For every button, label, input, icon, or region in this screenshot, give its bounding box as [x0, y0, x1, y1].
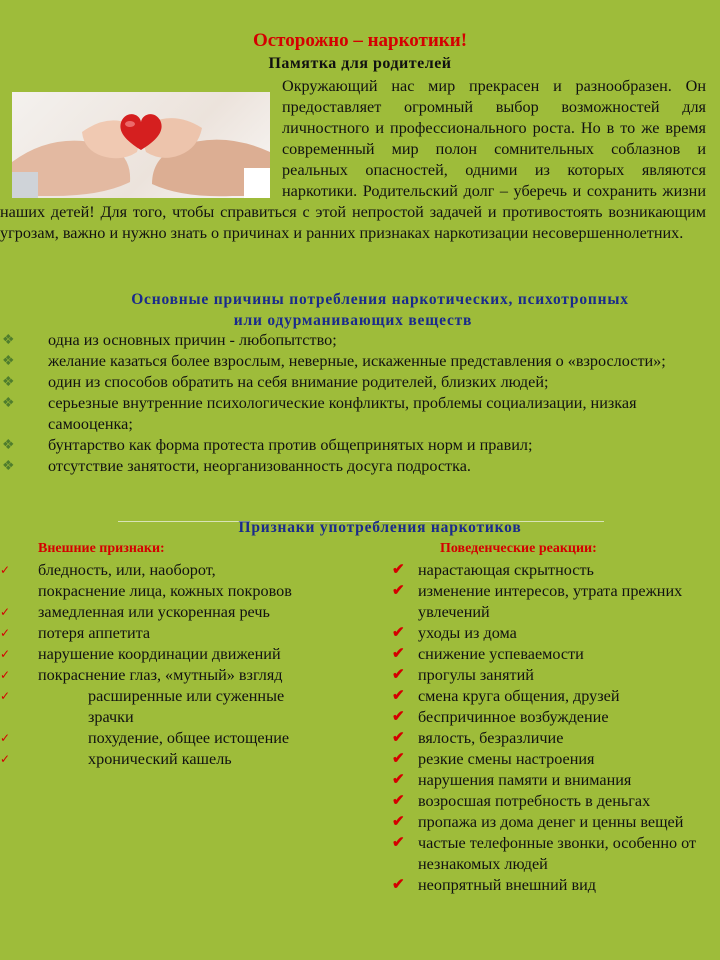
checkmark-icon: ✔ [392, 793, 405, 809]
list-item: ✔ снижение успеваемости [392, 645, 584, 663]
list-item: ✔ смена круга общения, друзей [392, 687, 620, 705]
checkmark-icon: ✔ [392, 835, 405, 851]
external-signs-heading: Внешние признаки: [38, 541, 165, 556]
checkmark-icon: ✓ [0, 563, 11, 577]
list-item: покраснение лица, кожных покровов [38, 582, 292, 600]
signs-heading: Признаки употребления наркотиков [238, 519, 522, 536]
checkmark-icon: ✓ [0, 689, 11, 703]
list-item: ✔ уходы из дома [392, 624, 517, 642]
checkmark-icon: ✔ [392, 583, 405, 599]
checkmark-icon: ✔ [392, 562, 405, 578]
list-item: ❖ бунтарство как форма протеста против общепринятых норм и правил; [2, 436, 533, 454]
checkmark-icon: ✔ [392, 709, 405, 725]
checkmark-icon: ✓ [0, 752, 11, 766]
diamond-bullet-icon: ❖ [2, 375, 15, 390]
checkmark-icon: ✓ [0, 731, 11, 745]
list-item: ✓ похудение, общее истощение [0, 729, 290, 747]
page-subtitle: Памятка для родителей [268, 55, 452, 72]
list-item: ✔ изменение интересов, утрата прежних увлечений [392, 582, 683, 621]
page-title: Осторожно – наркотики! [252, 30, 468, 51]
list-item: ❖ серьезные внутренние психологические конфликты, проблемы социализации, низкая самооценка; [2, 394, 637, 433]
list-item: ❖ одна из основных причин - любопытство; [2, 331, 337, 349]
checkmark-icon: ✓ [0, 605, 11, 619]
checkmark-icon: ✔ [392, 688, 405, 704]
checkmark-icon: ✔ [392, 667, 405, 683]
list-item: зрачки [88, 708, 134, 726]
list-item: ✔ нарушения памяти и внимания [392, 771, 632, 789]
list-item: ✓ потеря аппетита [0, 624, 151, 642]
reasons-heading-line2: или одурманивающих веществ [233, 312, 473, 329]
checkmark-icon: ✓ [0, 668, 11, 682]
diamond-bullet-icon: ❖ [2, 333, 15, 348]
list-item: ✓ расширенные или суженные [0, 687, 285, 705]
list-item: ❖ отсутствие занятости, неорганизованность досуга подростка. [2, 457, 471, 475]
external-signs-list [0, 560, 380, 770]
behavioral-signs-list [390, 560, 716, 896]
checkmark-icon: ✔ [392, 625, 405, 641]
diamond-bullet-icon: ❖ [2, 396, 15, 411]
list-item: ✔ возросшая потребность в деньгах [392, 792, 651, 810]
list-item: ❖ один из способов обратить на себя внимание родителей, близких людей; [2, 373, 549, 391]
list-item: ✓ замедленная или ускоренная речь [0, 603, 270, 621]
checkmark-icon: ✔ [392, 646, 405, 662]
list-item: ✔ беспричинное возбуждение [392, 708, 609, 726]
list-item: ✔ неопрятный внешний вид [392, 876, 596, 894]
checkmark-icon: ✔ [392, 814, 405, 830]
list-item: ✔ прогулы занятий [392, 666, 534, 684]
list-item: ✓ бледность, или, наоборот, [0, 561, 216, 579]
checkmark-icon: ✔ [392, 772, 405, 788]
diamond-bullet-icon: ❖ [2, 459, 15, 474]
intro-paragraph [0, 76, 706, 244]
list-item: ✓ хронический кашель [0, 750, 232, 768]
list-item: ✔ частые телефонные звонки, особенно от незнакомых людей [392, 834, 697, 873]
list-item: ✔ вялость, безразличие [392, 729, 564, 747]
checkmark-icon: ✓ [0, 626, 11, 640]
reasons-heading: Основные причины потребления наркотических, психотропных [131, 291, 629, 308]
list-item: ✓ нарушение координации движений [0, 645, 281, 663]
checkmark-icon: ✔ [392, 877, 405, 893]
list-item: ✔ резкие смены настроения [392, 750, 595, 768]
checkmark-icon: ✓ [0, 647, 11, 661]
checkmark-icon: ✔ [392, 751, 405, 767]
list-item: ✔ нарастающая скрытность [392, 561, 594, 579]
list-item: ✓ покраснение глаз, «мутный» взгляд [0, 666, 283, 684]
diamond-bullet-icon: ❖ [2, 438, 15, 453]
diamond-bullet-icon: ❖ [2, 354, 15, 369]
list-item: ✔ пропажа из дома денег и ценны вещей [392, 813, 684, 831]
reasons-list [0, 330, 700, 477]
intro-text: Окружающий нас мир прекрасен и разнообразен. Он предоставляет огромный выбор возможностей для личностного и профессионального роста. Но в то же время современный мир полон сомнительных соблазнов и реальных опасностей, одними из которых являются наркотики. Родительский долг – уберечь и сохранить жизни наших детей! Для того, чтобы справиться с этой непростой задачей и противостоять возникающим угрозам, важно и нужно знать о причинах и ранних признаках наркотизации несовершеннолетних. [0, 77, 706, 242]
behavioral-signs-heading: Поведенческие реакции: [440, 541, 597, 556]
list-item: ❖ желание казаться более взрослым, неверные, искаженные представления о «взрослости»; [2, 352, 666, 370]
checkmark-icon: ✔ [392, 730, 405, 746]
